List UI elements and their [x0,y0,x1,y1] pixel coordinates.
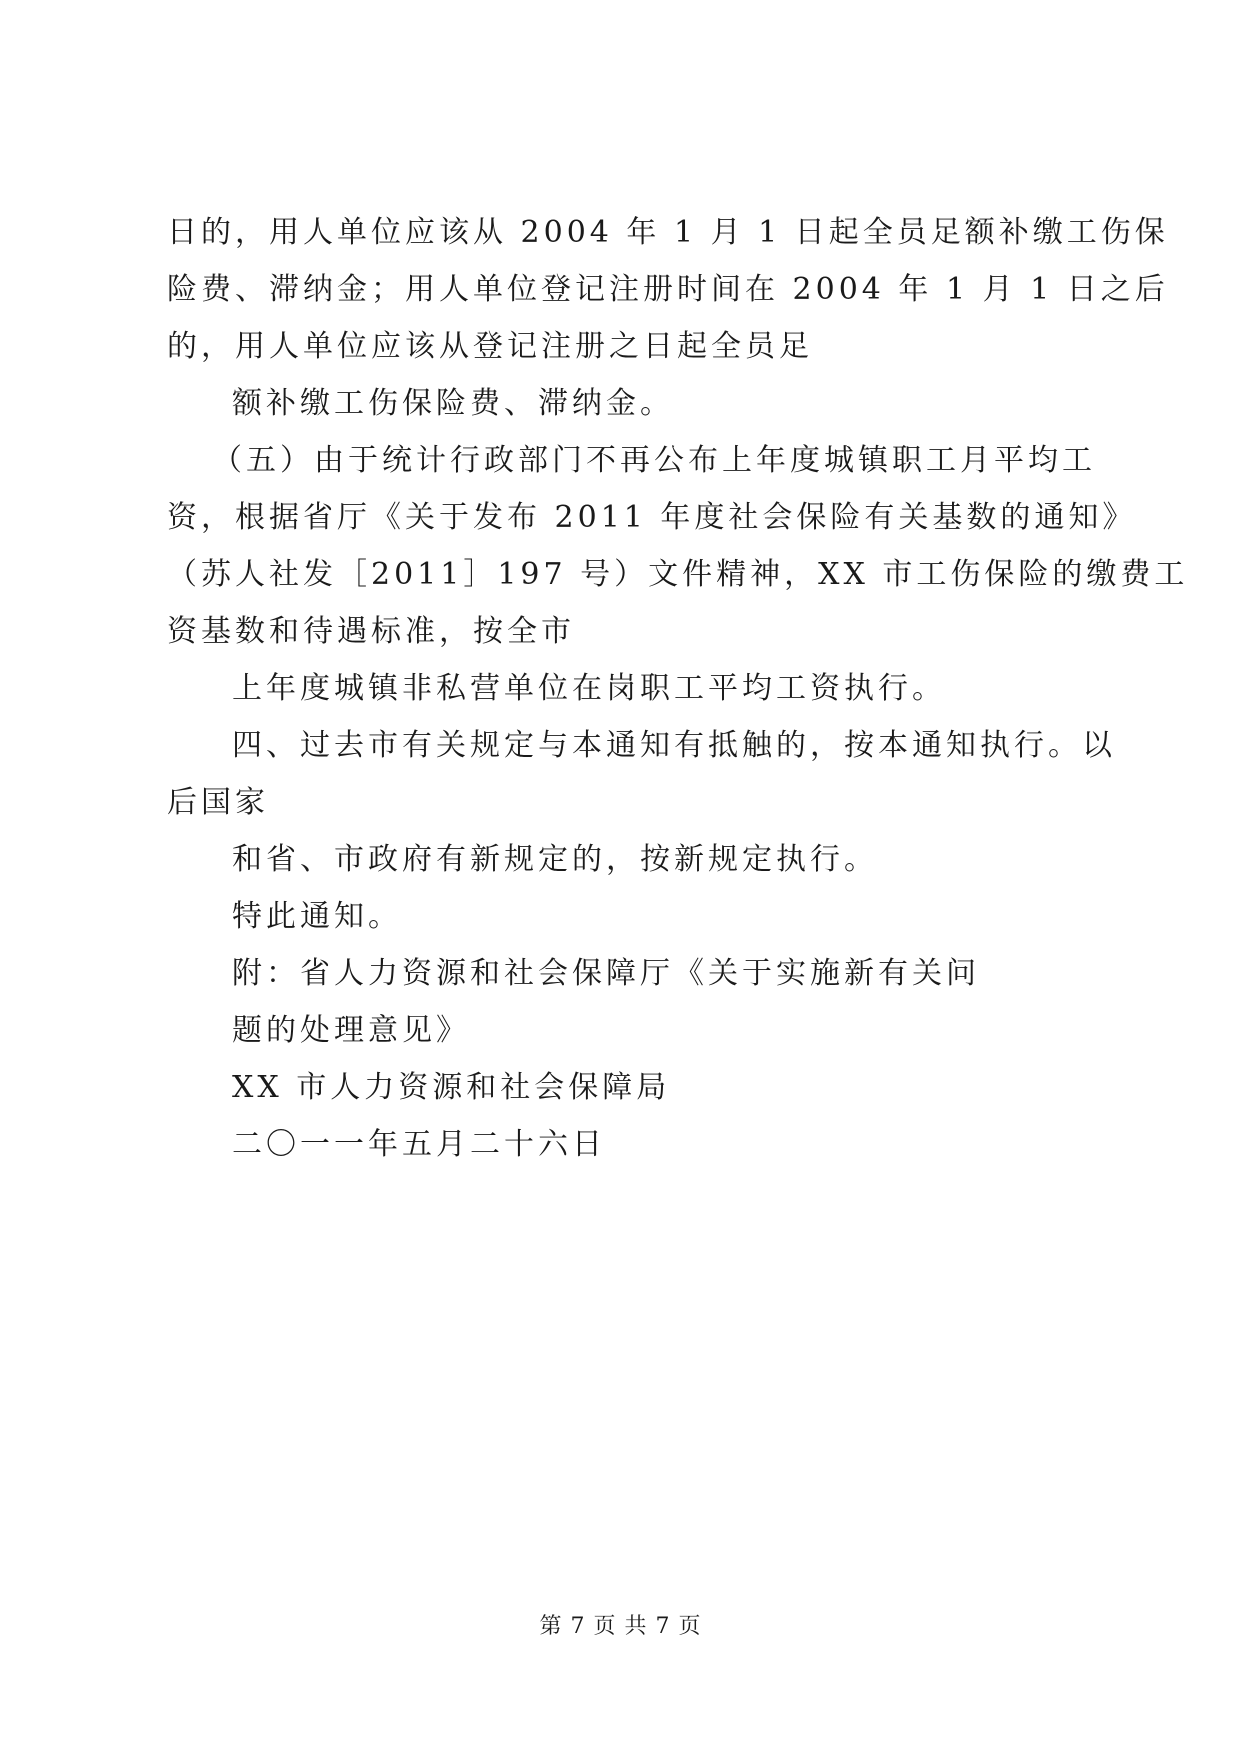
paragraph-1-line-2: 险费、滞纳金；用人单位登记注册时间在 2004 年 1 月 1 日之后 [167,272,1169,307]
paragraph-3-line-3: （苏人社发［2011］197 号）文件精神，XX 市工伤保险的缴费工 [167,557,1189,592]
attachment-line-2: 题的处理意见》 [232,1013,470,1048]
paragraph-3-line-4: 资基数和待遇标准，按全市 [167,614,575,649]
paragraph-4-line-1: 上年度城镇非私营单位在岗职工平均工资执行。 [232,671,946,706]
date-line: 二〇一一年五月二十六日 [232,1127,606,1162]
signature-line: XX 市人力资源和社会保障局 [232,1070,671,1105]
paragraph-5-line-2: 后国家 [167,785,269,820]
paragraph-3-line-1: （五）由于统计行政部门不再公布上年度城镇职工月平均工 [212,443,1096,478]
attachment-line-1: 附：省人力资源和社会保障厅《关于实施新有关问 [232,956,980,991]
paragraph-5-line-1: 四、过去市有关规定与本通知有抵触的，按本通知执行。以 [232,728,1116,763]
page-footer: 第 7 页 共 7 页 [539,1614,702,1639]
paragraph-3-line-2: 资，根据省厅《关于发布 2011 年度社会保险有关基数的通知》 [167,500,1137,535]
paragraph-1-line-3: 的，用人单位应该从登记注册之日起全员足 [167,329,813,364]
closing-line: 特此通知。 [232,899,402,934]
paragraph-1-line-1: 日的，用人单位应该从 2004 年 1 月 1 日起全员足额补缴工伤保 [167,215,1169,250]
paragraph-2-line-1: 额补缴工伤保险费、滞纳金。 [232,386,674,421]
paragraph-6-line-1: 和省、市政府有新规定的，按新规定执行。 [232,842,878,877]
